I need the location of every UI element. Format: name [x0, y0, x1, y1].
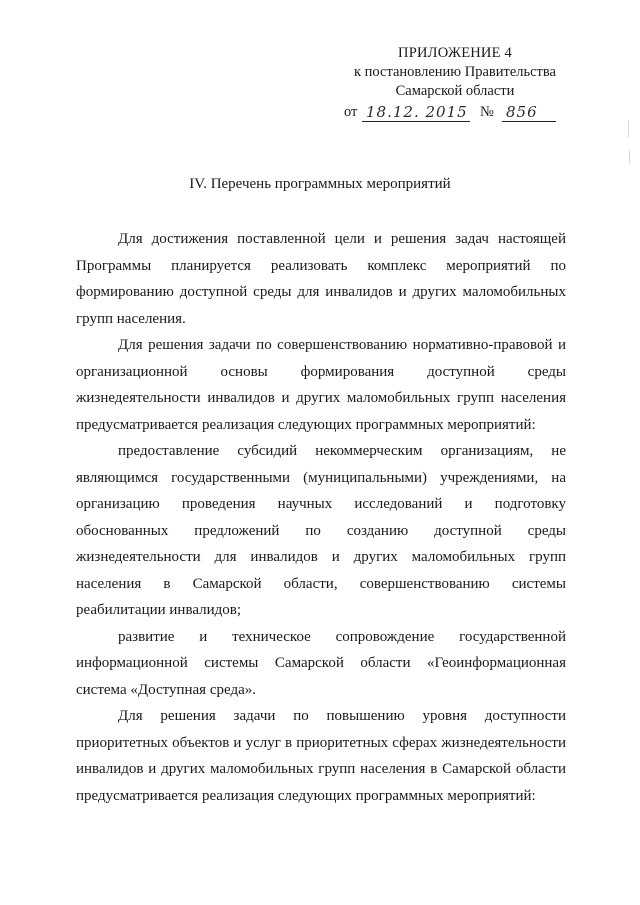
document-body [76, 226, 566, 809]
annex-resolution-line: к постановлению Правительства [354, 64, 556, 80]
section-heading: IV. Перечень программных мероприятий [189, 176, 451, 192]
paragraph-goal: Для достижения поставленной цели и решения задач настоящей Программы планируется реализовать комплекс мероприятий по формированию доступной среды для инвалидов и других маломобильных групп населения. [76, 231, 566, 327]
date-underline [362, 121, 470, 122]
paragraph-legal-task: Для решения задачи по совершенствованию нормативно-правовой и организационной основы формирования доступной среды жизнедеятельности инвалидов и других маломобильных групп населения предусматривается реализация следующих программных мероприятий: [76, 337, 566, 433]
handwritten-date: 18.12. 2015 [366, 103, 468, 121]
annex-block [330, 44, 580, 123]
handwritten-number: 856 [506, 103, 538, 121]
annex-title: ПРИЛОЖЕНИЕ 4 [398, 45, 512, 61]
paragraph-subsidies: предоставление субсидий некоммерческим организациям, не являющимся государственными (муниципальными) учреждениями, на организацию проведения научных исследований и подготовку обоснованных предложений по созданию доступной среды жизнедеятельности для инвалидов и других маломобильных групп населения в Самарской области, совершенствованию системы реабилитации инвалидов; [76, 443, 566, 618]
paragraph-geoinformation-system: развитие и техническое сопровождение государственной информационной системы Самарской области «Геоинформационная система «Доступная среда». [76, 628, 566, 698]
annex-date-number-line [330, 101, 580, 123]
annex-region-line: Самарской области [395, 83, 515, 99]
paragraph-accessibility-task: Для решения задачи по повышению уровня доступности приоритетных объектов и услуг в приоритетных сферах жизнедеятельности инвалидов и других маломобильных групп населения в Самарской области предусматривается реализация следующих программных мероприятий: [76, 708, 566, 804]
number-label: № [480, 104, 494, 120]
scan-margin-mark [629, 150, 630, 164]
number-underline [502, 121, 556, 122]
from-label: от [344, 104, 358, 120]
scan-margin-mark [628, 120, 629, 138]
